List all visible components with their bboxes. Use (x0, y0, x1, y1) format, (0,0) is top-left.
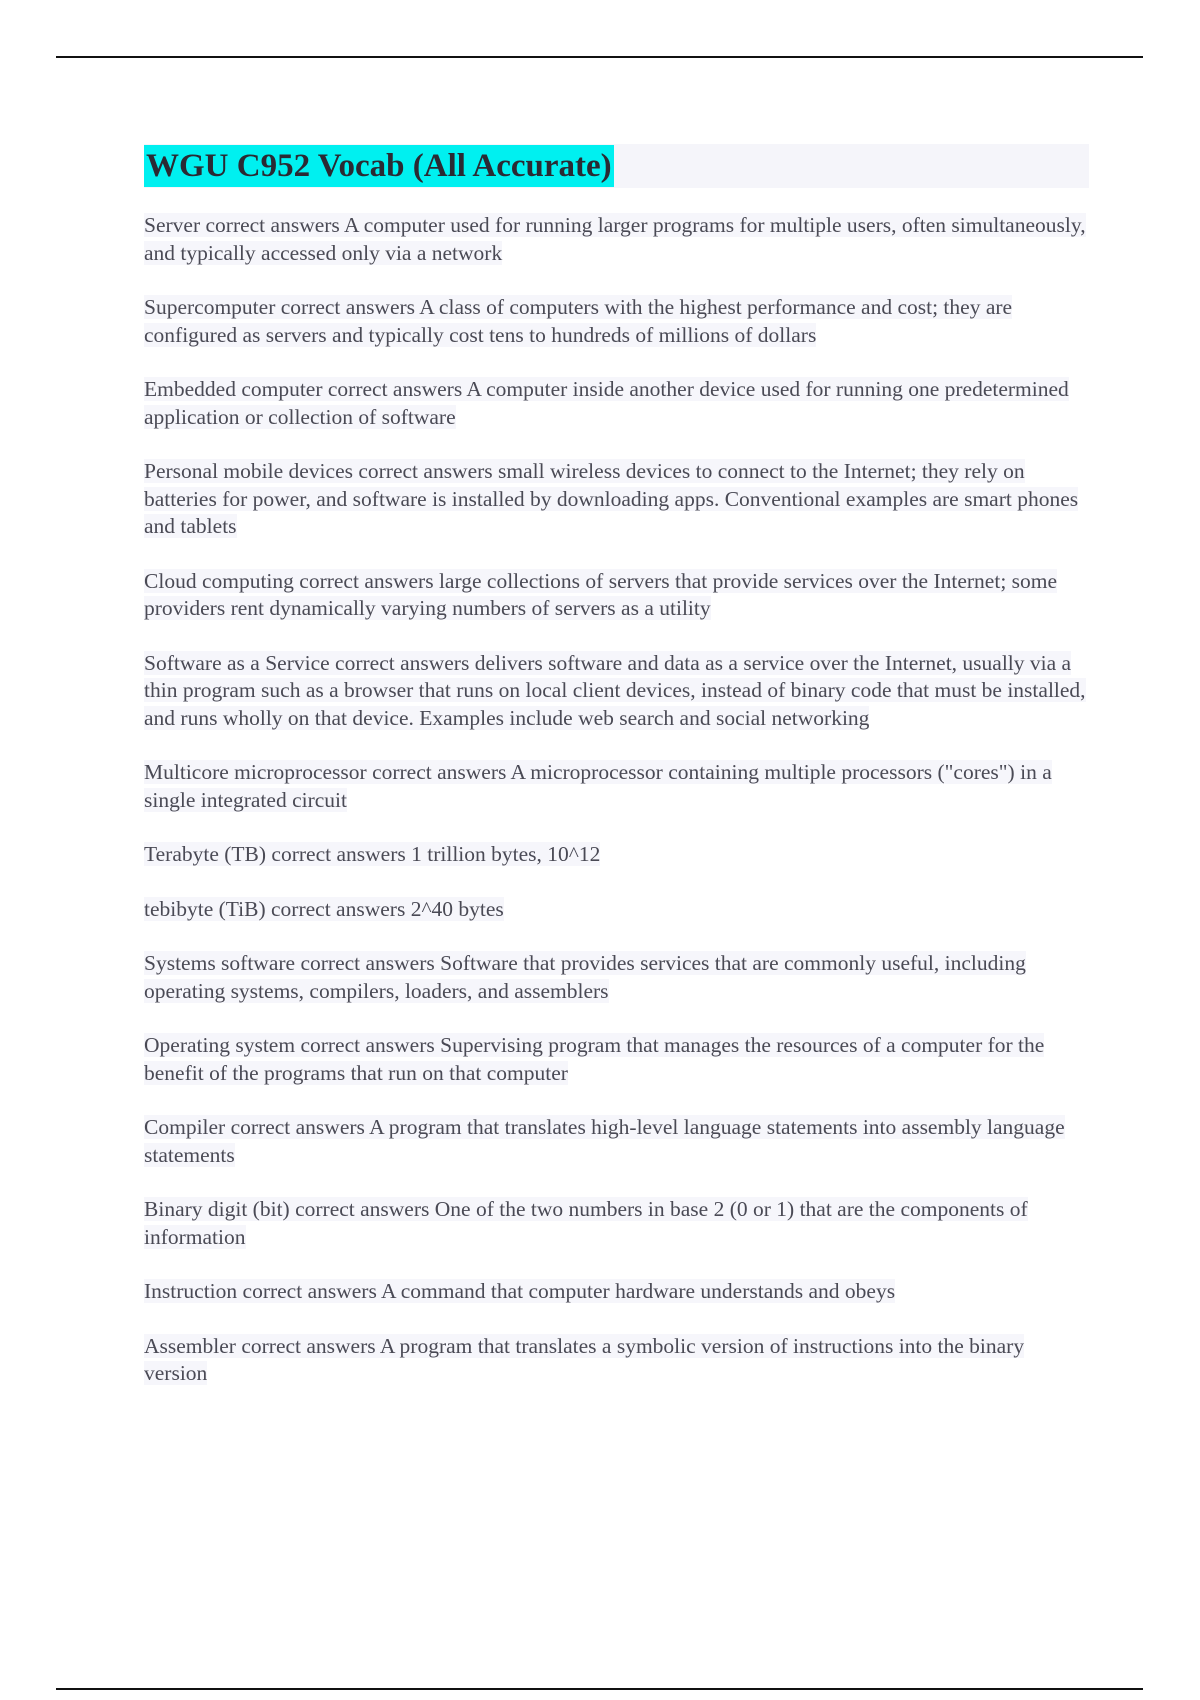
vocab-entry-text: Multicore microprocessor correct answers A microprocessor containing multiple processors ("cores") in a single integrated circuit (144, 760, 1052, 812)
vocab-entry-embedded-computer (144, 376, 1089, 431)
vocab-entry-systems-software (144, 950, 1089, 1005)
vocab-entry-cloud-computing (144, 568, 1089, 623)
vocab-entry-server (144, 212, 1089, 267)
title-band (144, 144, 1089, 188)
vocab-entry-text: Personal mobile devices correct answers small wireless devices to connect to the Internet; they rely on batteries for power, and software is installed by downloading apps. Conventional examples are smart phones and tablets (144, 459, 1079, 538)
vocab-entry-text: Server correct answers A computer used for running larger programs for multiple users, often simultaneously, and typically accessed only via a network (144, 213, 1086, 265)
vocab-entry-text: tebibyte (TiB) correct answers 2^40 bytes (144, 896, 504, 921)
vocab-entry-operating-system (144, 1032, 1089, 1087)
vocab-entry-text: Software as a Service correct answers delivers software and data as a service over the Internet, usually via a thin program such as a browser that runs on local client devices, instead of binary code that must be installed, and runs wholly on that device. Examples include web search and social networking (144, 650, 1086, 730)
vocab-entry-instruction (144, 1278, 1089, 1306)
vocab-entry-tebibyte (144, 896, 1089, 924)
vocab-entry-text: Operating system correct answers Supervising program that manages the resources of a computer for the benefit of the programs that run on that computer (144, 1033, 1045, 1085)
vocab-entry-terabyte (144, 841, 1089, 869)
vocab-entry-compiler (144, 1114, 1089, 1169)
vocab-entry-text: Assembler correct answers A program that translates a symbolic version of instructions into the binary version (144, 1333, 1025, 1385)
vocab-entry-text: Systems software correct answers Software that provides services that are commonly useful, including operating systems, compilers, loaders, and assemblers (144, 951, 1026, 1003)
vocab-entry-software-as-a-service (144, 650, 1089, 733)
vocab-entry-text: Supercomputer correct answers A class of computers with the highest performance and cost; they are configured as servers and typically cost tens to hundreds of millions of dollars (144, 295, 1013, 347)
vocab-entry-supercomputer (144, 294, 1089, 349)
vocab-list (144, 212, 1089, 1388)
vocab-entry-text: Binary digit (bit) correct answers One of the two numbers in base 2 (0 or 1) that are the components of information (144, 1197, 1028, 1249)
vocab-entry-text: Compiler correct answers A program that translates high-level language statements into assembly language statements (144, 1115, 1065, 1167)
vocab-entry-text: Cloud computing correct answers large collections of servers that provide services over the Internet; some providers rent dynamically varying numbers of servers as a utility (144, 568, 1058, 620)
vocab-entry-text: Terabyte (TB) correct answers 1 trillion bytes, 10^12 (144, 842, 601, 866)
vocab-entry-multicore-microprocessor (144, 759, 1089, 814)
top-divider (56, 56, 1143, 58)
vocab-entry-personal-mobile-devices (144, 458, 1089, 541)
bottom-divider (56, 1688, 1143, 1690)
document-body (144, 144, 1089, 1415)
vocab-entry-assembler (144, 1333, 1089, 1388)
vocab-entry-text: Instruction correct answers A command that computer hardware understands and obeys (144, 1279, 896, 1303)
vocab-entry-text: Embedded computer correct answers A computer inside another device used for running one predetermined application or collection of software (144, 377, 1069, 429)
document-title: WGU C952 Vocab (All Accurate) (144, 145, 614, 187)
vocab-entry-binary-digit (144, 1196, 1089, 1251)
